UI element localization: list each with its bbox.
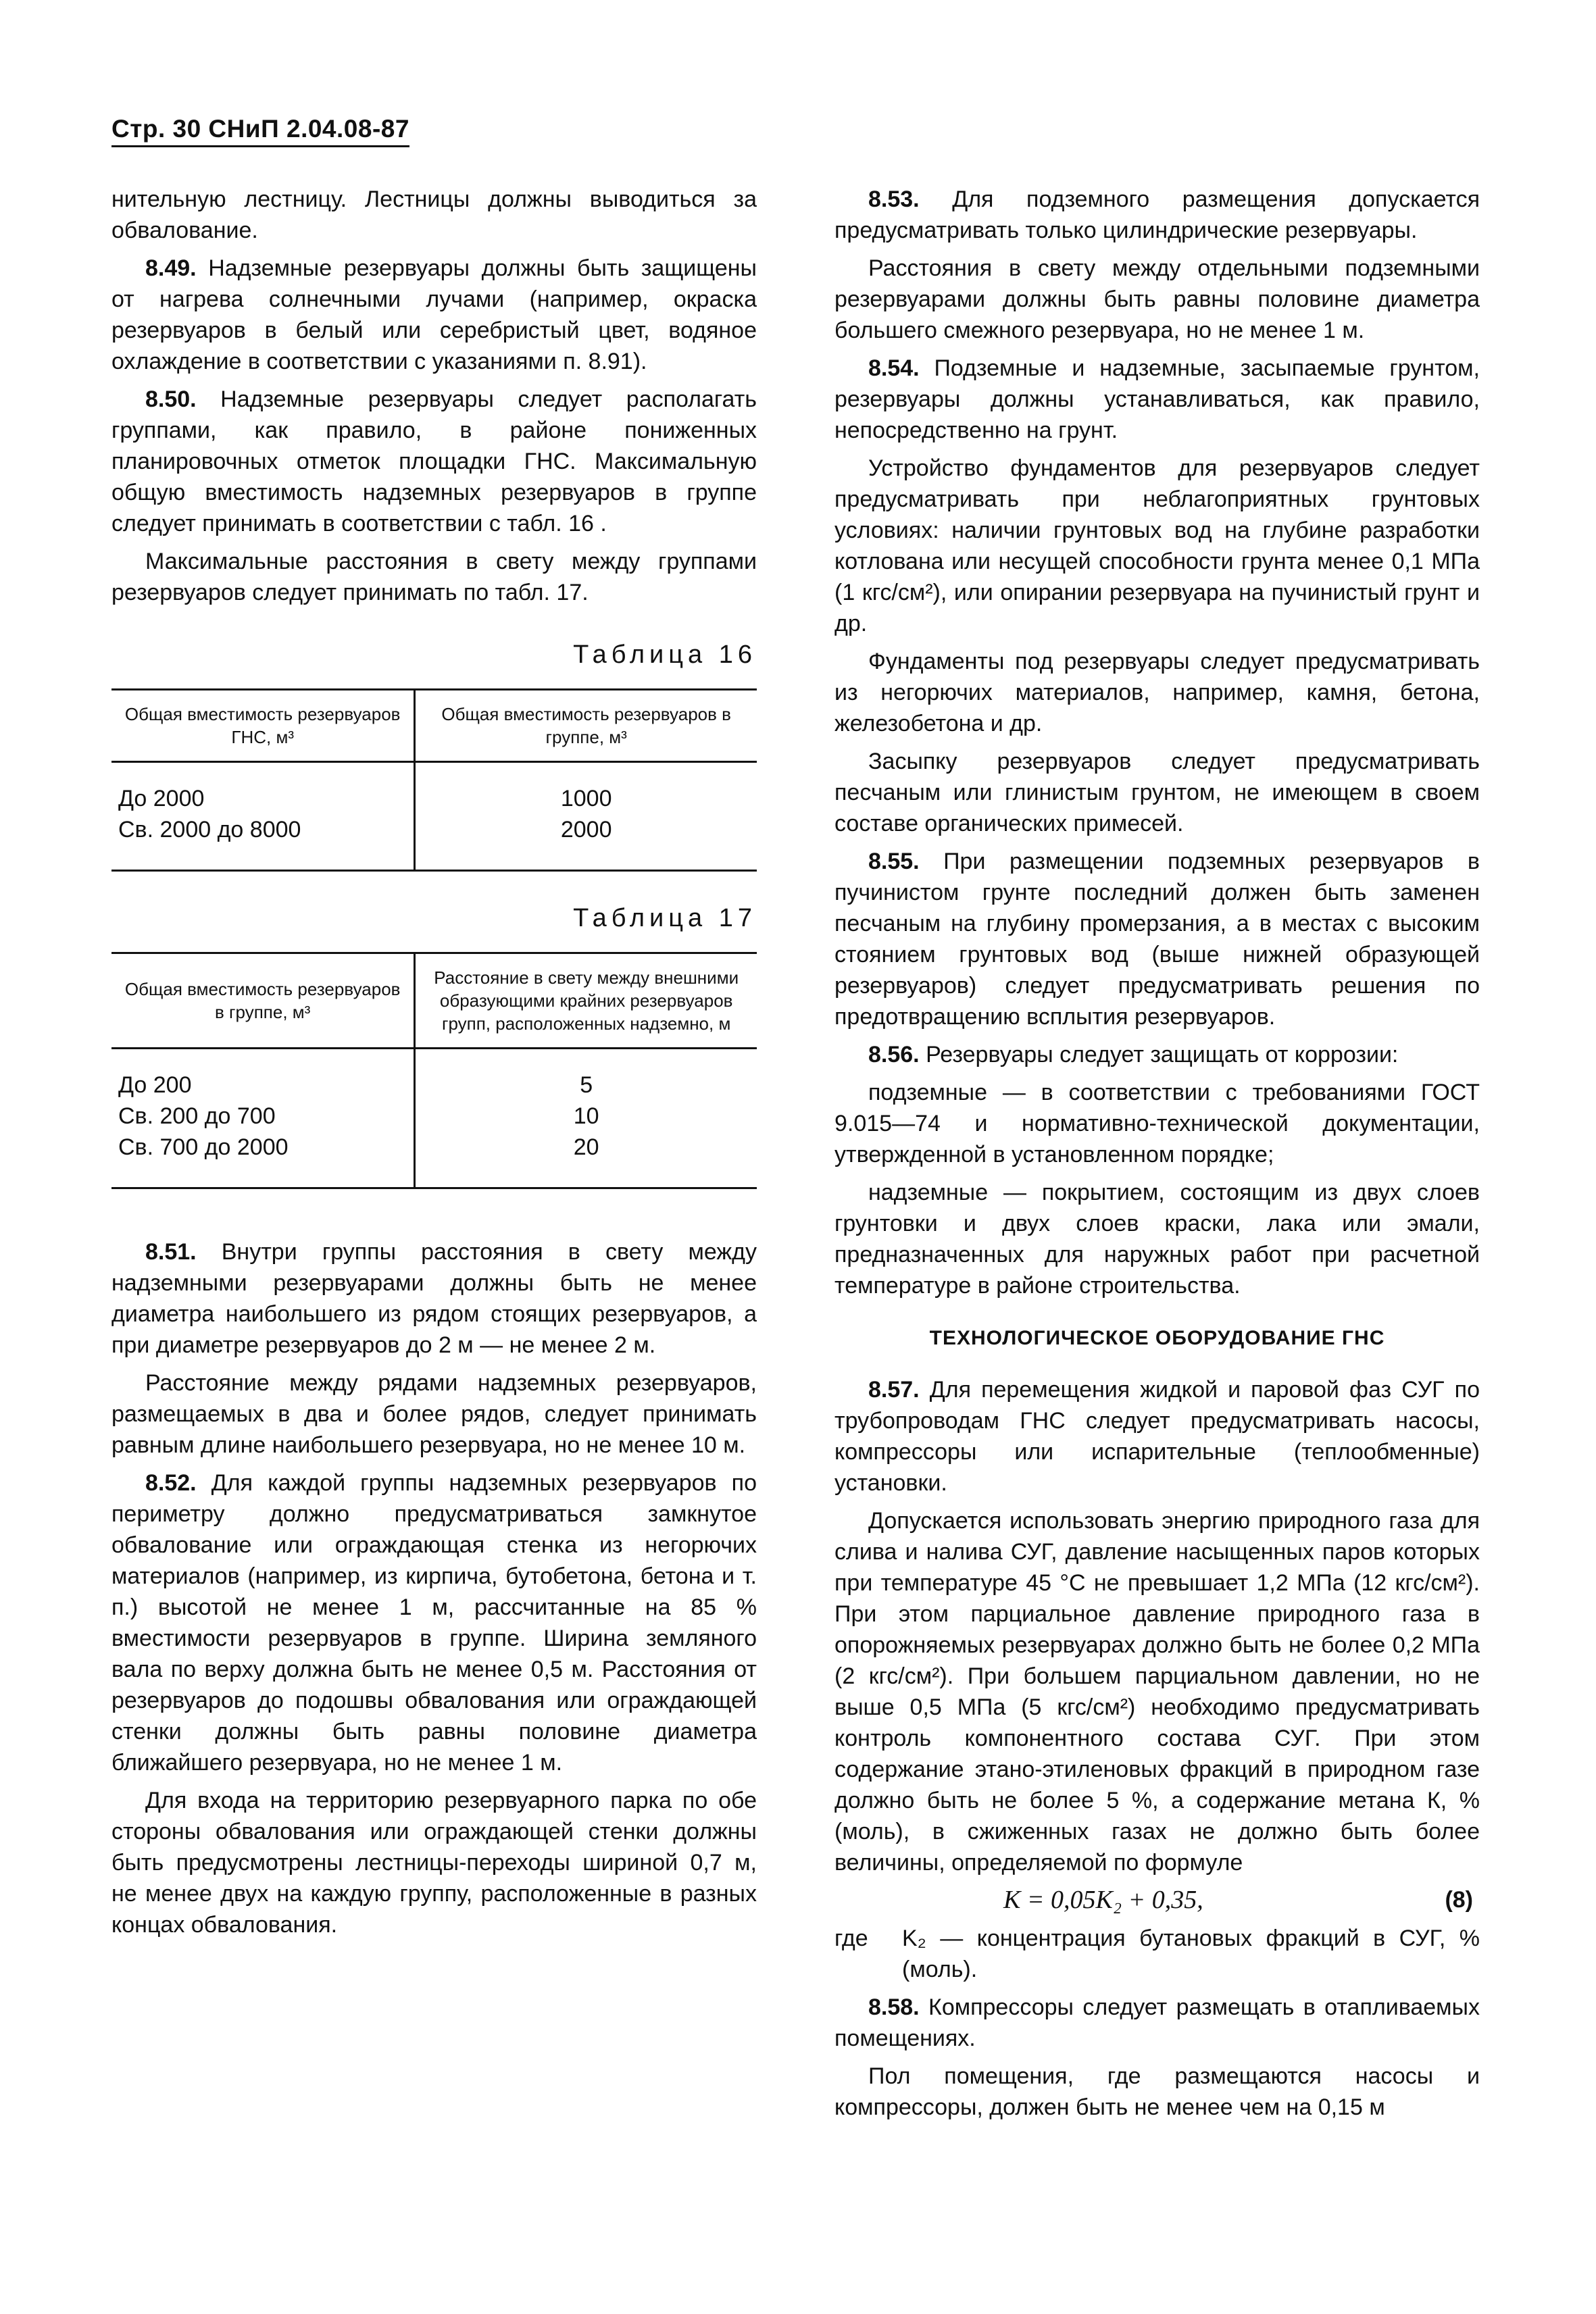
clause-number: 8.52. — [145, 1470, 197, 1496]
clause-number: 8.49. — [145, 255, 197, 281]
table-cell: 1000 — [415, 762, 757, 815]
clause-8-53 — [834, 184, 1480, 246]
formula-number: (8) — [1445, 1886, 1473, 1913]
paragraph: Засыпку резервуаров следует предусматривать песчаным или глинистым грунтом, не имеющем в своем составе органических примесей. — [834, 749, 1480, 836]
clause-number: 8.53. — [868, 186, 920, 212]
table-row — [111, 814, 757, 871]
clause-8-58 — [834, 1992, 1480, 2054]
clause-number: 8.50. — [145, 386, 197, 412]
paragraph: Расстояния в свету между отдельными подземными резервуарами должны быть равны половине диаметра большего смежного резервуара, но не менее 1 м. — [834, 255, 1480, 343]
table-17 — [111, 952, 757, 1189]
table-row — [111, 1132, 757, 1188]
table-header-cell: Общая вместимость резервуаров ГНС, м³ — [111, 690, 415, 762]
legend-text: K₂ — концентрация бутановых фракций в СУГ, % (моль). — [902, 1926, 1480, 1982]
right-column — [834, 184, 1480, 2130]
paragraph: надземные — покрытием, состоящим из двух слоев грунтовки и двух слоев краски, лака или эмали, предназначенных для наружных работ при расчетной температуре в районе строительства. — [834, 1180, 1480, 1299]
table-16 — [111, 688, 757, 872]
table-cell: 10 — [415, 1101, 757, 1132]
clause-number: 8.51. — [145, 1239, 197, 1265]
page-header: Стр. 30 СНиП 2.04.08-87 — [111, 115, 409, 147]
clause-8-56 — [834, 1039, 1480, 1070]
paragraph: Устройство фундаментов для резервуаров следует предусматривать при неблагоприятных грунтовых условиях: наличии грунтовых вод на глубине разработки котлована или несущей способности грунта менее 0,1 МПа (1 кгс/см²), или опирании резервуара на пучинистый грунт и др. — [834, 455, 1480, 636]
clause-text: Для каждой группы надземных резервуаров по периметру должно предусматриваться замкнутое обвалование или ограждающая стенка из негорючих материалов (например, из кирпича, бутобетона, бетона и т. п.) высотой не менее 1 м, рассчитанные на 85 % вместимости резервуаров в группе. Ширина земляного вала по верху должна быть не менее 0,5 м. Расстояния от резервуаров до подошвы обвалования или ограждающей стенки должны быть равны половине диаметра ближайшего резервуара, но не менее 1 м. — [111, 1470, 757, 1776]
table-row — [111, 762, 757, 815]
table-cell: 20 — [415, 1132, 757, 1188]
clause-number: 8.54. — [868, 355, 920, 381]
table-cell: 5 — [415, 1049, 757, 1101]
paragraph: Расстояние между рядами надземных резервуаров, размещаемых в два и более рядов, следует принимать равным длине наибольшего резервуара, но не менее 10 м. — [111, 1370, 757, 1458]
clause-text: При размещении подземных резервуаров в пучинистом грунте последний должен быть заменен песчаным на глубину промерзания, а в местах с высоким стоянием грунтовых вод (выше нижней образующей резервуаров) следует предусматривать решения по предотвращению всплытия резервуаров. — [834, 849, 1480, 1030]
clause-8-54 — [834, 353, 1480, 446]
paragraph: Максимальные расстояния в свету между группами резервуаров следует принимать по табл. 17. — [111, 549, 757, 605]
table-cell: Св. 700 до 2000 — [111, 1132, 415, 1188]
clause-text: Резервуары следует защищать от коррозии: — [919, 1042, 1399, 1067]
table-row — [111, 1049, 757, 1101]
clause-number: 8.57. — [868, 1377, 920, 1403]
clause-number: 8.58. — [868, 1994, 920, 2020]
table-header-cell: Общая вместимость резервуаров в группе, м³ — [111, 953, 415, 1049]
clause-number: 8.55. — [868, 849, 920, 874]
clause-text: Для перемещения жидкой и паровой фаз СУГ по трубопроводам ГНС следует предусматривать насосы, компрессоры или испарительные (теплообменные) установки. — [834, 1377, 1480, 1496]
formula-legend — [834, 1923, 1480, 1985]
clause-8-50 — [111, 384, 757, 539]
table-cell: Св. 2000 до 8000 — [111, 814, 415, 871]
clause-number: 8.56. — [868, 1042, 920, 1067]
table-cell: До 200 — [118, 1072, 192, 1098]
table-17-caption: Таблица 17 — [573, 904, 757, 932]
clause-8-51 — [111, 1236, 757, 1361]
table-header-cell: Расстояние в свету между внешними образующими крайних резервуаров групп, расположенных надземно, м — [415, 953, 757, 1049]
formula-8 — [834, 1885, 1480, 1915]
left-column — [111, 184, 757, 1947]
clause-8-49 — [111, 253, 757, 377]
paragraph: Для входа на территорию резервуарного парка по обе стороны обвалования или ограждающей стенки должны быть предусмотрены лестницы-переходы шириной 0,7 м, не менее двух на каждую группу, расположенные в разных концах обвалования. — [111, 1788, 757, 1938]
table-cell: До 2000 — [118, 786, 205, 811]
table-cell: Св. 200 до 700 — [118, 1103, 276, 1129]
table-header-cell: Общая вместимость резервуаров в группе, м³ — [415, 690, 757, 762]
clause-text: Подземные и надземные, засыпаемые грунтом, резервуары должны устанавливаться, как правило, непосредственно на грунт. — [834, 355, 1480, 443]
formula-expression: K = 0,05K₂ + 0,35, — [1003, 1886, 1203, 1914]
table-16-caption: Таблица 16 — [573, 640, 757, 669]
clause-8-55 — [834, 846, 1480, 1032]
clause-8-57 — [834, 1374, 1480, 1499]
paragraph: Фундаменты под резервуары следует предусматривать из негорючих материалов, например, камня, бетона, железобетона и др. — [834, 649, 1480, 736]
legend-lead: где — [834, 1926, 868, 1951]
section-title: ТЕХНОЛОГИЧЕСКОЕ ОБОРУДОВАНИЕ ГНС — [929, 1327, 1385, 1349]
clause-text: Надземные резервуары должны быть защищены от нагрева солнечными лучами (например, окраска резервуаров в белый или серебристый цвет, водяное охлаждение в соответствии с указаниями п. 8.91). — [111, 255, 757, 374]
clause-text: Внутри группы расстояния в свету между надземными резервуарами должны быть не менее диаметра наибольшего из рядом стоящих резервуаров, а при диаметре резервуаров до 2 м — не менее 2 м. — [111, 1239, 757, 1358]
clause-text: Надземные резервуары следует располагать группами, как правило, в районе пониженных планировочных отметок площадки ГНС. Максимальную общую вместимость надземных резервуаров в группе следует принимать в соответствии с табл. 16 . — [111, 386, 757, 536]
clause-text: Компрессоры следует размещать в отапливаемых помещениях. — [834, 1994, 1480, 2051]
table-row — [111, 1101, 757, 1132]
table-cell: 2000 — [415, 814, 757, 871]
paragraph: подземные — в соответствии с требованиями ГОСТ 9.015—74 и нормативно-технической документации, утвержденной в установленном порядке; — [834, 1080, 1480, 1167]
clause-text: Для подземного размещения допускается предусматривать только цилиндрические резервуары. — [834, 186, 1480, 243]
paragraph: Допускается использовать энергию природного газа для слива и налива СУГ, давление насыщенных паров которых при температуре 45 °С не превышает 1,2 МПа (12 кгс/см²). При этом парциальное давление природного газа в опорожняемых резервуарах должно быть не более 0,2 МПа (2 кгс/см²). При большем парциальном давлении, но не выше 0,5 МПа (5 кгс/см²) необходимо предусматривать контроль компонентного состава СУГ. При этом содержание этано-этиленовых фракций в природном газе должно быть не более 5 %, а содержание метана К, % (моль), в сжиженных газах не должно быть более величины, определяемой по формуле — [834, 1508, 1480, 1876]
paragraph: нительную лестницу. Лестницы должны выводиться за обвалование. — [111, 186, 757, 243]
clause-8-52 — [111, 1467, 757, 1778]
paragraph: Пол помещения, где размещаются насосы и компрессоры, должен быть не менее чем на 0,15 м — [834, 2063, 1480, 2120]
